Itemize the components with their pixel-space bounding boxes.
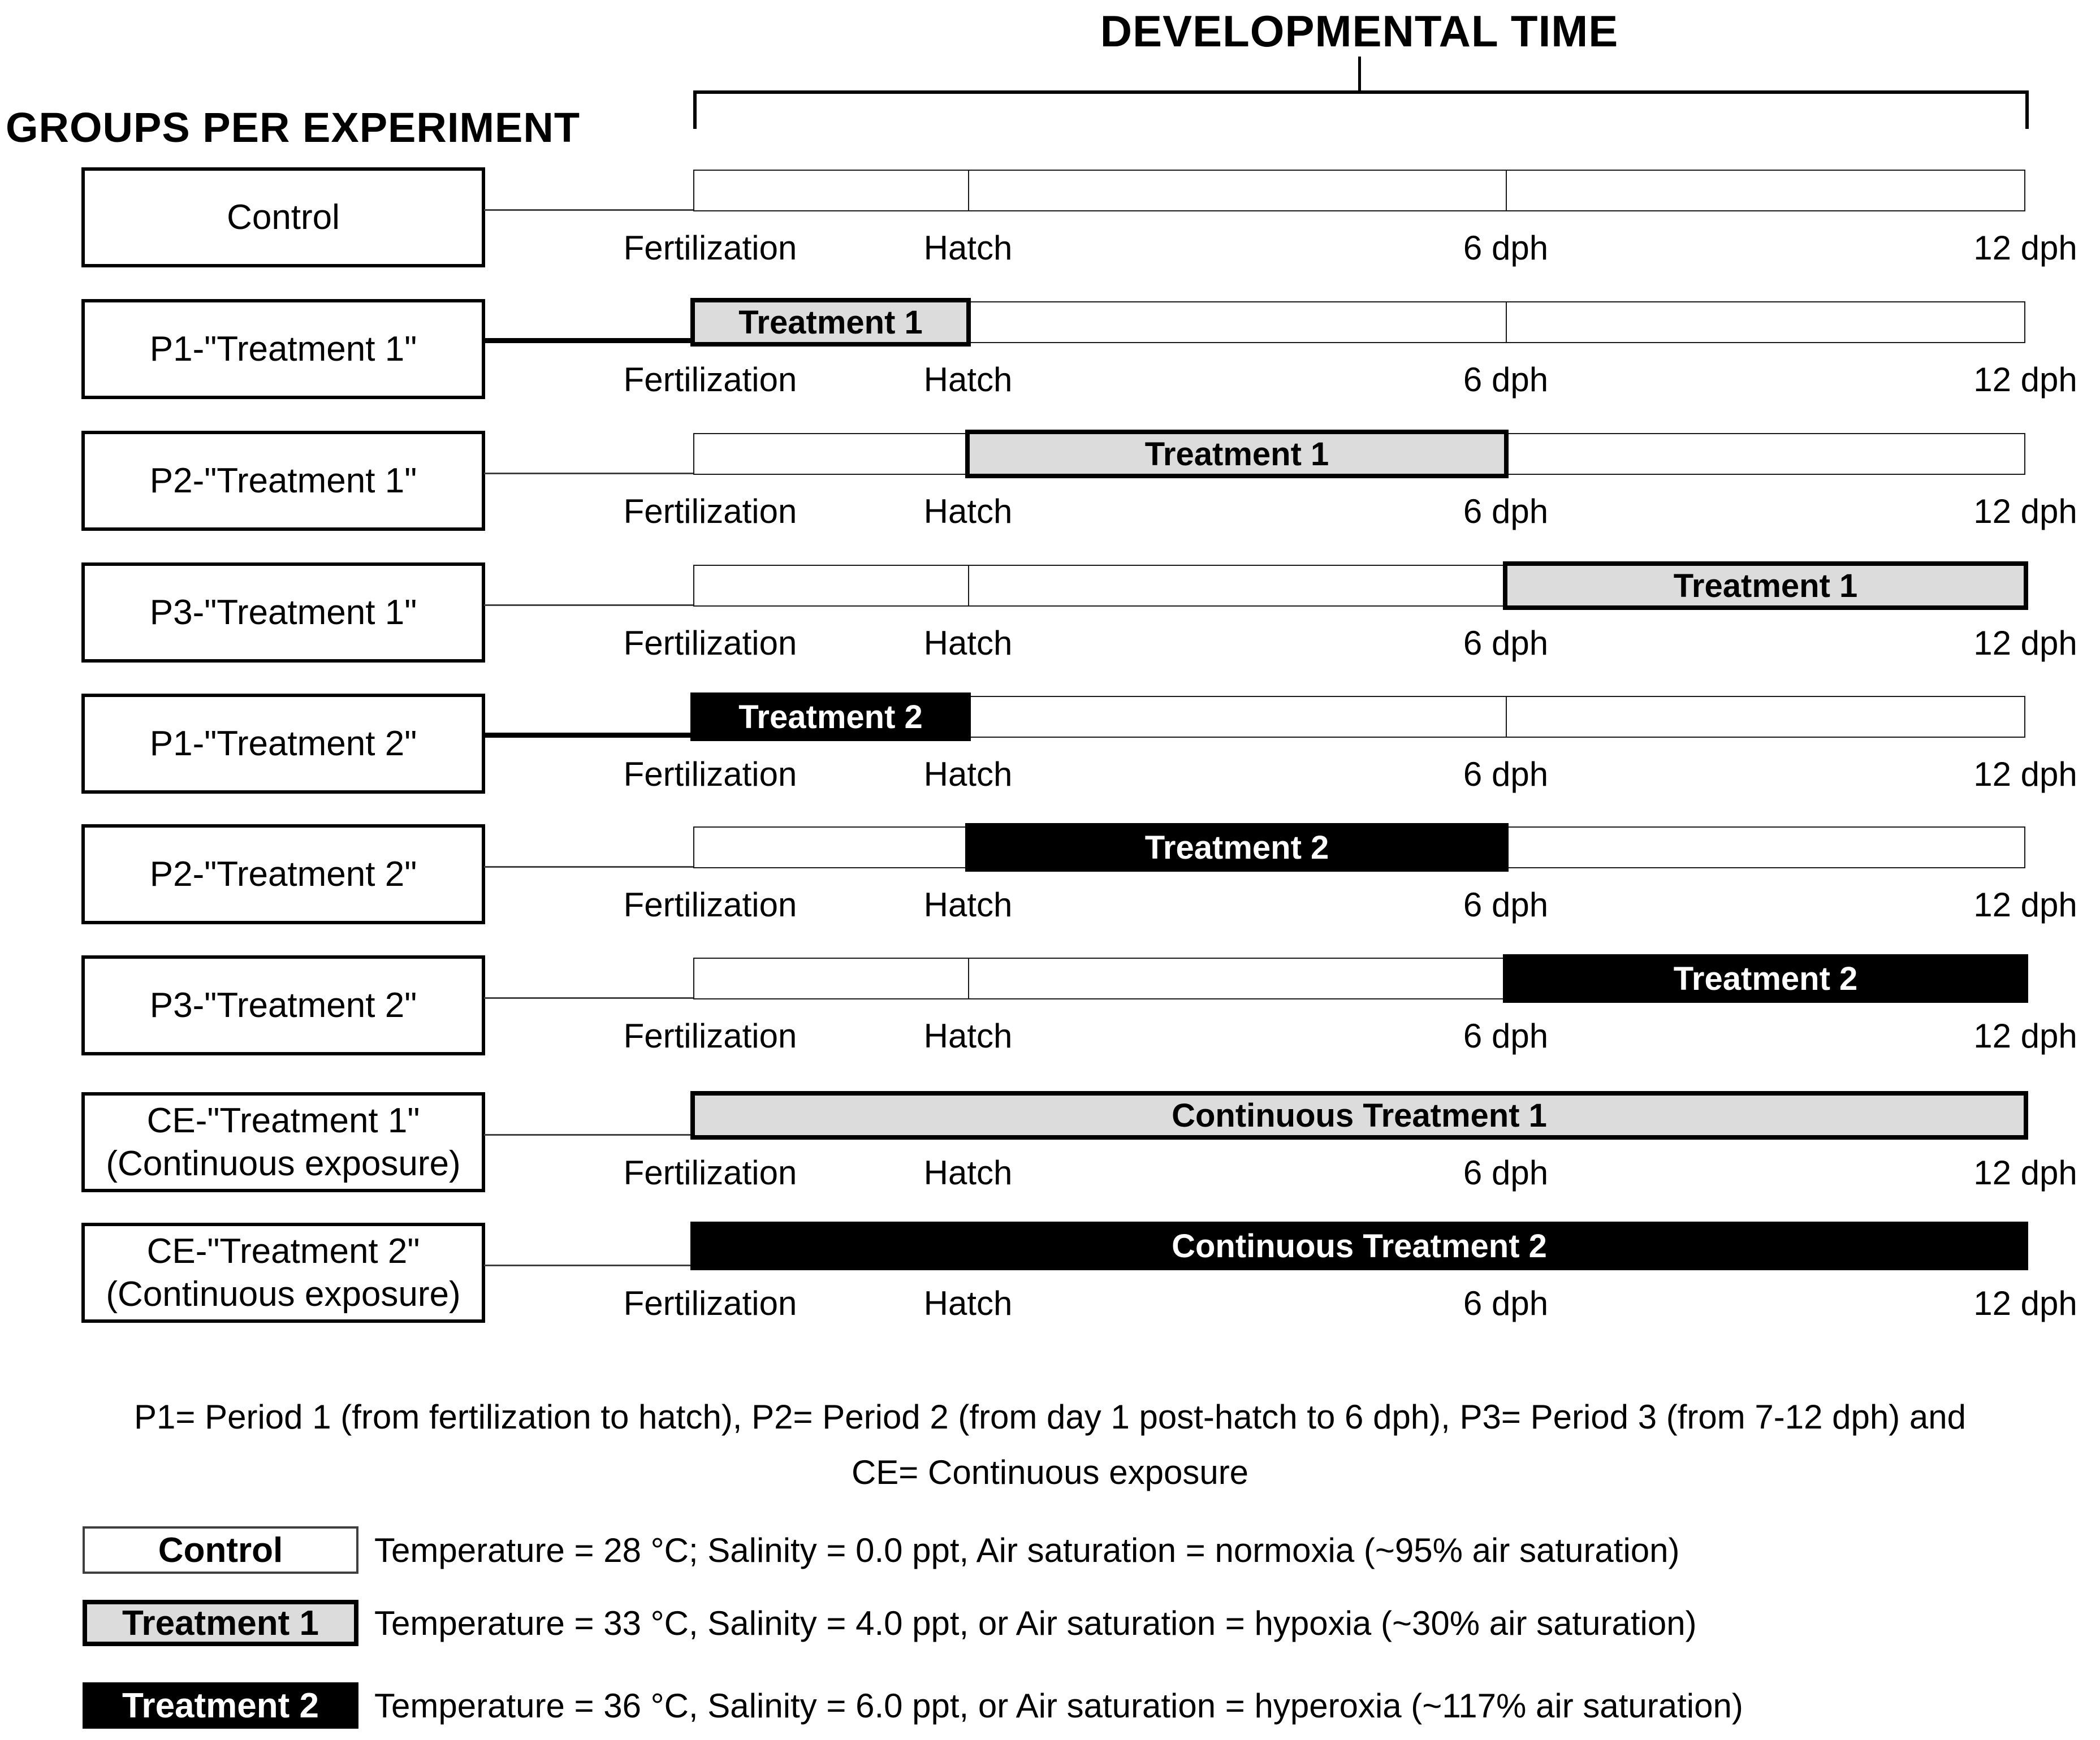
tick-label-12dph: 12 dph [1973, 361, 2077, 399]
group-box [81, 562, 485, 663]
group-box [81, 694, 485, 794]
legend-row-treatment1 [83, 1600, 1697, 1646]
group-box [81, 1223, 485, 1323]
tick-label-fertilization: Fertilization [623, 886, 797, 924]
bracket-right-tick [2025, 90, 2029, 129]
tick-label-hatch: Hatch [923, 492, 1013, 530]
tick-label-6dph: 6 dph [1463, 1154, 1549, 1192]
treatment-bar-label: Treatment 1 [1673, 567, 1858, 604]
bracket-left-tick [693, 90, 697, 129]
tick-label-fertilization: Fertilization [623, 1284, 797, 1322]
connector-line [484, 473, 694, 474]
tick-label-fertilization: Fertilization [623, 755, 797, 793]
connector-line [484, 604, 694, 606]
group-box [81, 824, 485, 924]
treatment-bar [690, 692, 971, 741]
treatment-bar [690, 1222, 2028, 1270]
legend-swatch-treatment1: Treatment 1 [83, 1600, 358, 1646]
connector-line [484, 1134, 694, 1136]
connector-line [484, 338, 694, 343]
tick-label-6dph: 6 dph [1463, 1284, 1549, 1322]
treatment-bar [690, 298, 971, 347]
treatment-bar [965, 823, 1509, 872]
tick-label-12dph: 12 dph [1973, 1154, 2077, 1192]
treatment-bar [1503, 954, 2028, 1003]
treatment-bar [1503, 561, 2028, 610]
group-sublabel: (Continuous exposure) [106, 1274, 461, 1314]
tick-label-fertilization: Fertilization [623, 1154, 797, 1192]
treatment-bar [690, 1091, 2028, 1140]
6dph-tick [1506, 171, 1507, 210]
treatment-bar-label: Treatment 1 [1144, 435, 1329, 473]
connector-line [484, 209, 694, 211]
group-box [81, 299, 485, 399]
groups-per-experiment-title: GROUPS PER EXPERIMENT [6, 104, 581, 151]
connector-line [484, 733, 694, 738]
hatch-tick [968, 171, 969, 210]
developmental-time-title: DEVELOPMENTAL TIME [1100, 6, 1619, 56]
tick-label-fertilization: Fertilization [623, 1017, 797, 1055]
treatment-bar-label: Treatment 2 [738, 698, 923, 735]
tick-label-hatch: Hatch [923, 624, 1013, 662]
tick-label-hatch: Hatch [923, 1154, 1013, 1192]
group-label: CE-"Treatment 2" [146, 1231, 420, 1271]
connector-line [484, 997, 694, 999]
6dph-tick [1506, 697, 1507, 737]
group-label: P2-"Treatment 1" [149, 461, 417, 500]
tick-label-6dph: 6 dph [1463, 886, 1549, 924]
group-label: P1-"Treatment 2" [149, 724, 417, 763]
legend-row-control [83, 1526, 1680, 1574]
period-definitions [23, 1390, 2077, 1500]
tick-label-hatch: Hatch [923, 1017, 1013, 1055]
legend-row-treatment2 [83, 1682, 1743, 1729]
period-definitions-line2: CE= Continuous exposure [851, 1453, 1249, 1491]
group-label: Control [227, 197, 340, 237]
treatment-bar-label: Treatment 2 [1144, 829, 1329, 866]
tick-label-hatch: Hatch [923, 886, 1013, 924]
tick-label-fertilization: Fertilization [623, 492, 797, 530]
tick-label-6dph: 6 dph [1463, 492, 1549, 530]
tick-label-hatch: Hatch [923, 755, 1013, 793]
period-definitions-line1: P1= Period 1 (from fertilization to hatch), P2= Period 2 (from day 1 post-hatch to 6 dph), P3= Period 3 (from 7-12 dph) and [133, 1398, 1967, 1436]
tick-label-6dph: 6 dph [1463, 755, 1549, 793]
timeline-bar [693, 170, 2025, 211]
group-label: P1-"Treatment 1" [149, 329, 417, 369]
group-box [81, 167, 485, 267]
group-label: P3-"Treatment 2" [149, 985, 417, 1025]
connector-line [484, 866, 694, 868]
group-sublabel: (Continuous exposure) [106, 1144, 461, 1183]
tick-label-6dph: 6 dph [1463, 1017, 1549, 1055]
group-box [81, 431, 485, 531]
hatch-tick [968, 959, 969, 998]
legend-text-control: Temperature = 28 °C; Salinity = 0.0 ppt, Air saturation = normoxia (~95% air saturation) [374, 1531, 1680, 1569]
treatment-bar-label: Treatment 2 [1673, 960, 1858, 997]
tick-label-12dph: 12 dph [1973, 755, 2077, 793]
tick-label-fertilization: Fertilization [623, 361, 797, 399]
tick-label-hatch: Hatch [923, 1284, 1013, 1322]
tick-label-12dph: 12 dph [1973, 886, 2077, 924]
group-label: P3-"Treatment 1" [149, 592, 417, 632]
treatment-bar [965, 430, 1509, 478]
tick-label-fertilization: Fertilization [623, 624, 797, 662]
legend-swatch-treatment2: Treatment 2 [83, 1682, 358, 1729]
tick-label-12dph: 12 dph [1973, 1284, 2077, 1322]
tick-label-6dph: 6 dph [1463, 361, 1549, 399]
tick-label-6dph: 6 dph [1463, 229, 1549, 267]
tick-label-12dph: 12 dph [1973, 1017, 2077, 1055]
hatch-tick [968, 566, 969, 605]
tick-label-fertilization: Fertilization [623, 229, 797, 267]
treatment-bar-label: Treatment 1 [738, 304, 923, 341]
bracket-center-tick [1358, 57, 1361, 93]
tick-label-hatch: Hatch [923, 361, 1013, 399]
treatment-bar-label: Continuous Treatment 1 [1172, 1097, 1547, 1134]
tick-label-12dph: 12 dph [1973, 492, 2077, 530]
tick-label-hatch: Hatch [923, 229, 1013, 267]
group-box [81, 1092, 485, 1192]
tick-label-6dph: 6 dph [1463, 624, 1549, 662]
developmental-time-bracket [693, 90, 2029, 94]
group-box [81, 955, 485, 1055]
legend-text-treatment1: Temperature = 33 °C, Salinity = 4.0 ppt, or Air saturation = hypoxia (~30% air saturation) [374, 1604, 1697, 1642]
legend-text-treatment2: Temperature = 36 °C, Salinity = 6.0 ppt, or Air saturation = hyperoxia (~117% air saturation) [374, 1686, 1743, 1725]
legend-swatch-control: Control [83, 1526, 358, 1574]
treatment-bar-label: Continuous Treatment 2 [1172, 1227, 1547, 1265]
connector-line [484, 1265, 694, 1266]
tick-label-12dph: 12 dph [1973, 624, 2077, 662]
tick-label-12dph: 12 dph [1973, 229, 2077, 267]
group-label: CE-"Treatment 1" [146, 1101, 420, 1140]
6dph-tick [1506, 302, 1507, 342]
group-label: P2-"Treatment 2" [149, 854, 417, 894]
